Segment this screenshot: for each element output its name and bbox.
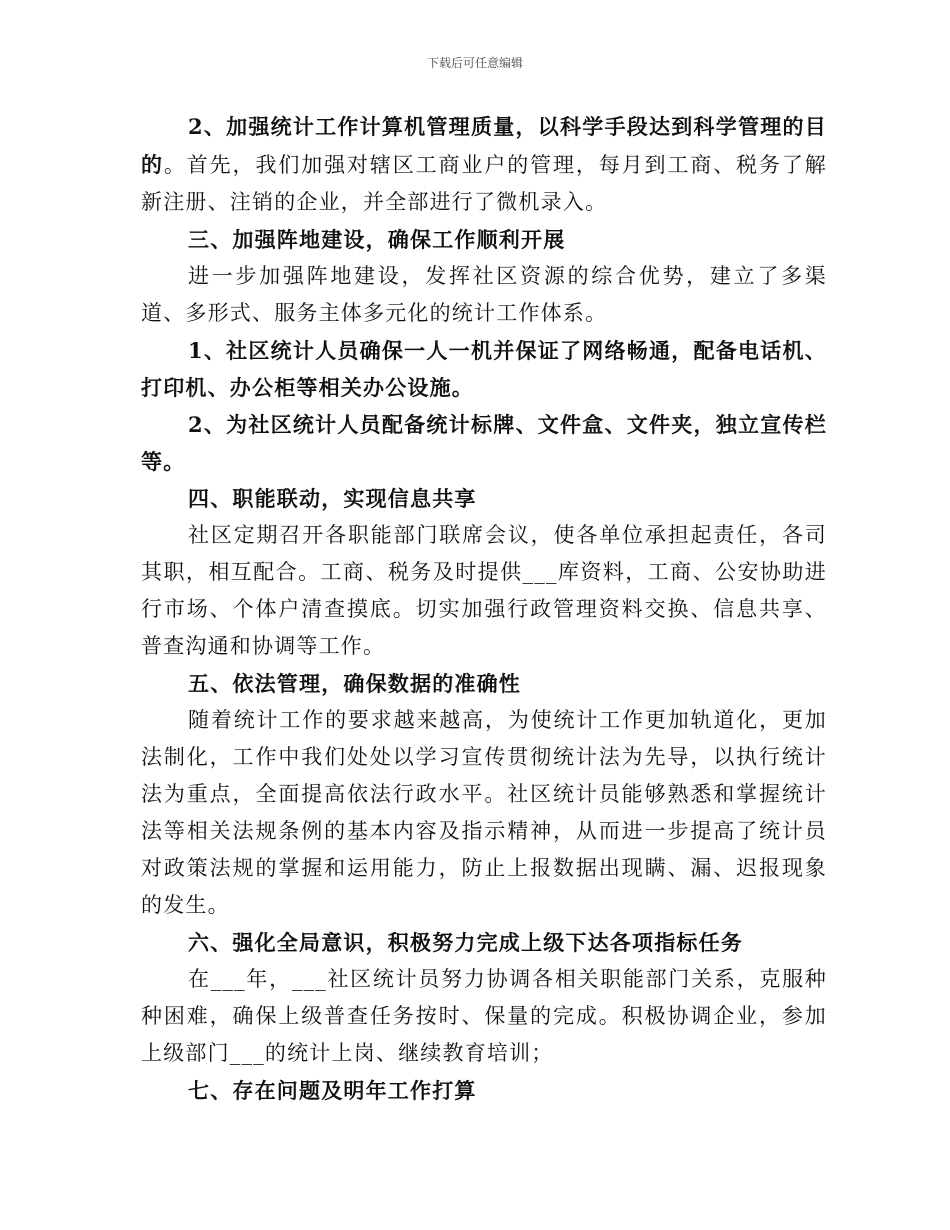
paragraph-1-rest: 。首先，我们加强对辖区工商业户的管理，每月到工商、税务了解新注册、注销的企业，并全部进行了微机录入。 xyxy=(141,153,827,214)
document-body xyxy=(141,108,827,1109)
page-header: 下载后可任意编辑 xyxy=(426,56,523,70)
paragraph-3: 进一步加强阵地建设，发挥社区资源的综合优势，建立了多渠道、多形式、服务主体多元化的统计工作体系。 xyxy=(141,264,827,325)
paragraph-4: 1、社区统计人员确保一人一机并保证了网络畅通，配备电话机、打印机、办公柜等相关办公设施。 xyxy=(141,338,827,400)
paragraph-1-bold: 2、加强统计工作计算机管理质量，以科学手段达到科学管理的目的 xyxy=(141,114,827,177)
section-heading-7: 七、存在问题及明年工作打算 xyxy=(188,1078,477,1103)
paragraph-1 xyxy=(141,108,827,221)
section-heading-5: 五、依法管理，确保数据的准确性 xyxy=(188,671,521,696)
paragraph-7: 社区定期召开各职能部门联席会议，使各单位承担起责任，各司其职，相互配合。工商、税务及时提供___库资料，工商、公安协助进行市场、个体户清查摸底。切实加强行政管理资料交换、信息共享、普查沟通和协调等工作。 xyxy=(141,523,827,658)
paragraph-5: 2、为社区统计人员配备统计标牌、文件盒、文件夹，独立宣传栏等。 xyxy=(141,412,827,474)
section-heading-6: 六、强化全局意识，积极努力完成上级下达各项指标任务 xyxy=(188,930,743,955)
section-heading-3: 三、加强阵地建设，确保工作顺利开展 xyxy=(188,227,566,252)
section-heading-4: 四、职能联动，实现信息共享 xyxy=(188,486,477,511)
paragraph-11: 在___年，___社区统计员努力协调各相关职能部门关系，克服种种困难，确保上级普查任务按时、保量的完成。积极协调企业，参加上级部门___的统计上岗、继续教育培训； xyxy=(141,967,827,1065)
paragraph-9: 随着统计工作的要求越来越高，为使统计工作更加轨道化，更加法制化，工作中我们处处以学习宣传贯彻统计法为先导，以执行统计法为重点，全面提高依法行政水平。社区统计员能够熟悉和掌握统计法等相关法规条例的基本内容及指示精神，从而进一步提高了统计员对政策法规的掌握和运用能力，防止上报数据出现瞒、漏、迟报现象的发生。 xyxy=(141,708,827,917)
